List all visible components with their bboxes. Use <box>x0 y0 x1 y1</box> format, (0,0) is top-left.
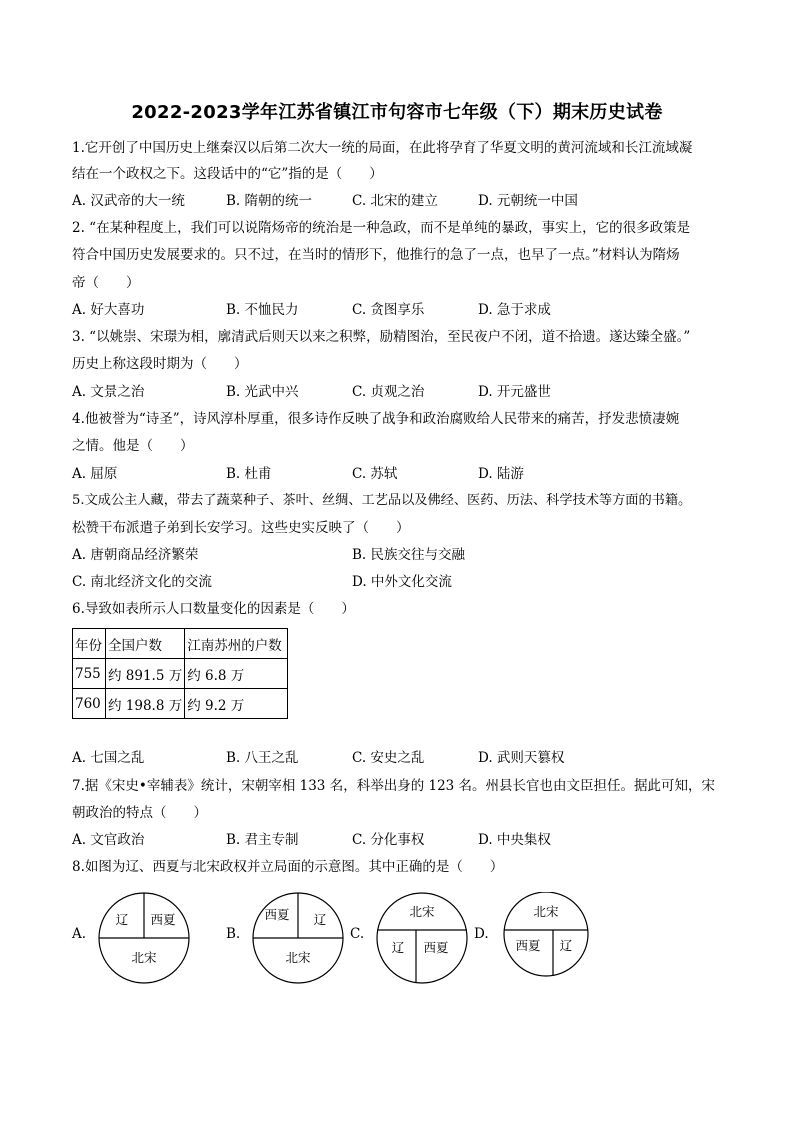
q8-text-line1: 8.如图为辽、西夏与北宋政权并立局面的示意图。其中正确的是（ ） <box>72 859 504 875</box>
region-label-beisong: 北宋 <box>285 950 311 965</box>
table-header-cell: 年份 <box>73 629 106 659</box>
q6-option-b[interactable]: B. 八王之乱 <box>226 750 299 766</box>
table-row <box>73 659 288 689</box>
table-cell: 760 <box>73 689 106 719</box>
q3-text-line1: 3. “以姚崇、宋璟为相，廓清武后则天以来之积弊，励精图治，至民夜户不闭，道不拾遗。遂达臻全盛。” <box>72 329 691 345</box>
region-label-liao: 辽 <box>115 912 129 927</box>
q5-option-b[interactable]: B. 民族交往与交融 <box>352 547 466 563</box>
q1-option-b[interactable]: B. 隋朝的统一 <box>226 193 313 209</box>
q6-option-a[interactable]: A. 七国之乱 <box>72 750 145 766</box>
q1-option-d[interactable]: D. 元朝统一中国 <box>478 193 578 209</box>
q8-option-c-diagram[interactable] <box>352 892 492 984</box>
q7-option-d[interactable]: D. 中央集权 <box>478 832 551 848</box>
region-label-liao: 辽 <box>313 912 327 927</box>
q6-text-line1: 6.导致如表所示人口数量变化的因素是（ ） <box>72 601 355 617</box>
q8-option-b-diagram[interactable] <box>228 892 368 984</box>
q7-text-line2: 朝政治的特点（ ） <box>72 805 207 821</box>
circle-diagram-a <box>96 892 196 984</box>
table-cell: 约 891.5 万 <box>106 659 185 689</box>
population-table <box>72 628 288 719</box>
region-label-liao: 辽 <box>559 938 573 953</box>
q6-option-c[interactable]: C. 安史之乱 <box>352 750 425 766</box>
page-title: 2022-2023学年江苏省镇江市句容市七年级（下）期末历史试卷 <box>131 102 663 123</box>
q8-option-b-letter: B. <box>226 926 241 942</box>
q8-option-a-diagram[interactable] <box>74 892 214 984</box>
q4-option-c[interactable]: C. 苏轼 <box>352 466 398 482</box>
q7-option-c[interactable]: C. 分化事权 <box>352 832 425 848</box>
circle-diagram-b <box>250 892 350 984</box>
region-label-beisong: 北宋 <box>409 904 435 919</box>
q4-option-b[interactable]: B. 杜甫 <box>226 466 272 482</box>
q2-option-c[interactable]: C. 贪图享乐 <box>352 302 425 318</box>
q5-option-a[interactable]: A. 唐朝商品经济繁荣 <box>72 547 199 563</box>
region-label-xixia: 西夏 <box>150 912 176 927</box>
q1-option-c[interactable]: C. 北宋的建立 <box>352 193 438 209</box>
region-label-xixia: 西夏 <box>423 940 449 955</box>
q2-text-line3: 帝（ ） <box>72 275 140 291</box>
q7-option-b[interactable]: B. 君主专制 <box>226 832 299 848</box>
q4-option-d[interactable]: D. 陆游 <box>478 466 524 482</box>
q8-option-a-letter: A. <box>72 926 87 942</box>
q2-text-line1: 2. “在某种程度上，我们可以说隋炀帝的统治是一种急政，而不是单纯的暴政，事实上，它的很多政策是 <box>72 220 691 236</box>
table-header-cell: 江南苏州的户数 <box>185 629 288 659</box>
table-header-cell: 全国户数 <box>106 629 185 659</box>
q3-text-line2: 历史上称这段时期为（ ） <box>72 356 248 372</box>
table-header-row <box>73 629 288 659</box>
q3-option-b[interactable]: B. 光武中兴 <box>226 384 299 400</box>
q3-option-a[interactable]: A. 文景之治 <box>72 384 145 400</box>
region-label-beisong: 北宋 <box>533 904 559 919</box>
circle-diagram-d <box>498 892 598 984</box>
region-label-xixia: 西夏 <box>515 938 541 953</box>
table-row <box>73 689 288 719</box>
table-cell: 755 <box>73 659 106 689</box>
q8-option-d-diagram[interactable] <box>476 892 616 984</box>
q4-option-a[interactable]: A. 屈原 <box>72 466 118 482</box>
q7-option-a[interactable]: A. 文官政治 <box>72 832 145 848</box>
region-label-beisong: 北宋 <box>131 950 157 965</box>
q1-text-line1: 1.它开创了中国历史上继秦汉以后第二次大一统的局面，在此将孕育了华夏文明的黄河流域和长江流域凝 <box>72 140 693 156</box>
q5-text-line1: 5.文成公主人藏，带去了蔬菜种子、茶叶、丝绸、工艺品以及佛经、医药、历法、科学技术等方面的书籍。 <box>72 493 692 508</box>
q2-option-d[interactable]: D. 急于求成 <box>478 302 551 318</box>
q6-option-d[interactable]: D. 武则天篡权 <box>478 750 565 766</box>
q5-option-c[interactable]: C. 南北经济文化的交流 <box>72 574 212 590</box>
q5-option-d[interactable]: D. 中外文化交流 <box>352 574 452 590</box>
q1-text-line2: 结在一个政权之下。这段话中的“它”指的是（ ） <box>72 166 383 182</box>
q4-text-line2: 之情。他是（ ） <box>72 438 194 454</box>
circle-diagram-c <box>374 892 474 984</box>
q8-option-c-letter: C. <box>350 926 365 942</box>
q2-option-b[interactable]: B. 不恤民力 <box>226 302 299 318</box>
table-cell: 约 9.2 万 <box>185 689 288 719</box>
q4-text-line1: 4.他被誉为“诗圣”，诗风淳朴厚重，很多诗作反映了战争和政治腐败给人民带来的痛苦，抒发悲愤凄婉 <box>72 411 680 427</box>
q1-option-a[interactable]: A. 汉武帝的大一统 <box>72 193 185 209</box>
table-cell: 约 198.8 万 <box>106 689 185 719</box>
region-label-liao: 辽 <box>391 940 405 955</box>
q5-text-line2: 松赞干布派遣子弟到长安学习。这些史实反映了（ ） <box>72 520 410 536</box>
table-cell: 约 6.8 万 <box>185 659 288 689</box>
q7-text-line1: 7.据《宋史•宰辅表》统计，宋朝宰相 133 名，科举出身的 123 名。州县长官也由文臣担任。据此可知，宋 <box>72 778 716 794</box>
q8-option-d-letter: D. <box>474 926 489 942</box>
q3-option-c[interactable]: C. 贞观之治 <box>352 384 425 400</box>
q2-option-a[interactable]: A. 好大喜功 <box>72 302 145 318</box>
region-label-xixia: 西夏 <box>264 907 290 922</box>
q2-text-line2: 符合中国历史发展要求的。只不过，在当时的情形下，他推行的急了一点，也早了一点。”材料认为隋炀 <box>72 247 680 263</box>
q3-option-d[interactable]: D. 开元盛世 <box>478 384 551 400</box>
